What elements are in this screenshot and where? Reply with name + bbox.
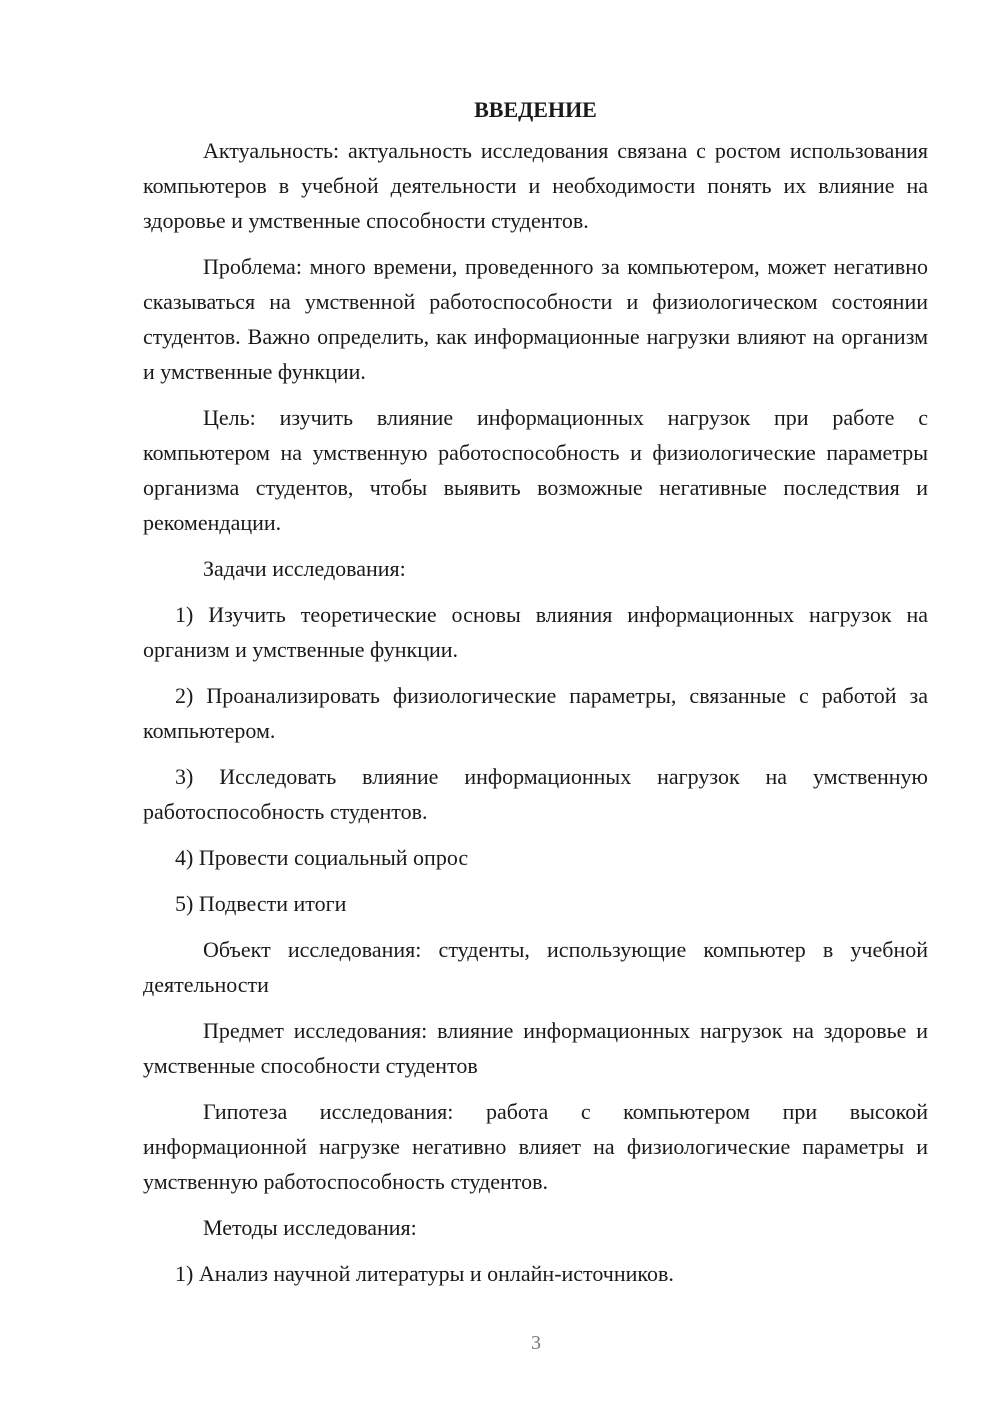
task-item-4: 4) Провести социальный опрос [175, 845, 469, 870]
paragraph-tasks-heading: Задачи исследования: [203, 556, 406, 581]
paragraph-methods-heading: Методы исследования: [203, 1215, 417, 1240]
task-item-3: 3) Исследовать влияние информационных нагрузок на умственную работоспособность студентов. [143, 764, 928, 824]
paragraph-relevance: Актуальность: актуальность исследования связана с ростом использования компьютеров в учебной деятельности и необходимости понять их влияние на здоровье и умственные способности студентов. [143, 138, 928, 233]
paragraph-object: Объект исследования: студенты, использующие компьютер в учебной деятельности [143, 937, 928, 997]
document-page [143, 92, 928, 1302]
paragraph-problem: Проблема: много времени, проведенного за компьютером, может негативно сказываться на умственной работоспособности и физиологическом состоянии студентов. Важно определить, как информационные нагрузки влияют на организм и умственные функции. [143, 254, 928, 384]
task-item-2: 2) Проанализировать физиологические параметры, связанные с работой за компьютером. [143, 683, 928, 743]
paragraph-subject: Предмет исследования: влияние информационных нагрузок на здоровье и умственные способности студентов [143, 1018, 928, 1078]
task-item-1: 1) Изучить теоретические основы влияния информационных нагрузок на организм и умственные функции. [143, 602, 928, 662]
method-item-1: 1) Анализ научной литературы и онлайн-источников. [175, 1261, 674, 1286]
page-number: 3 [531, 1332, 541, 1354]
document-title: ВВЕДЕНИЕ [474, 97, 597, 122]
task-item-5: 5) Подвести итоги [175, 891, 347, 916]
paragraph-hypothesis: Гипотеза исследования: работа с компьютером при высокой информационной нагрузке негативно влияет на физиологические параметры и умственную работоспособность студентов. [143, 1099, 928, 1194]
paragraph-goal: Цель: изучить влияние информационных нагрузок при работе с компьютером на умственную работоспособность и физиологические параметры организма студентов, чтобы выявить возможные негативные последствия и рекомендации. [143, 405, 928, 535]
